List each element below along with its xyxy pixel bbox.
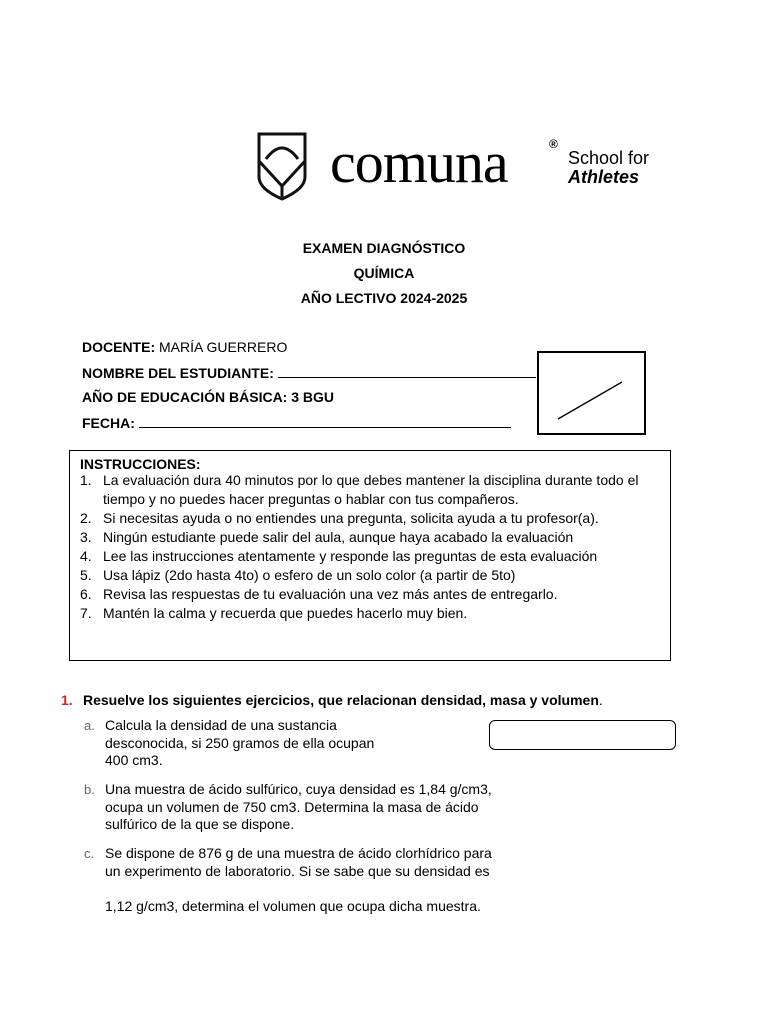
logo-subtitle-line1: School for [568,148,650,168]
student-name-line [82,363,536,382]
subquestion-c-line1: Se dispone de 876 g de una muestra de ácido clorhídrico para [105,845,492,861]
subquestion-b-line3: sulfúrico de la que se dispone. [105,816,295,832]
subquestion-a-line2: desconocida, si 250 gramos de ella ocupan [105,734,375,751]
logo-wordmark: comuna [330,130,508,195]
instruction-number: 2. [80,510,92,526]
instruction-text: Si necesitas ayuda o no entiendes una pregunta, solicita ayuda a tu profesor(a). [103,510,599,526]
subquestion-b-text [105,781,492,834]
exam-school-year: AÑO LECTIVO 2024-2025 [300,290,468,306]
instruction-number: 5. [80,567,92,583]
instruction-number: 6. [80,586,92,602]
student-name-field[interactable] [278,363,536,378]
instruction-item [80,566,663,585]
instruction-text: La evaluación dura 40 minutos por lo que debes mantener la disciplina durante todo el tiempo y no puedes hacer preguntas o hablar con tus compañeros. [103,472,639,507]
subquestion-c-text [105,845,492,916]
grade-label: AÑO DE EDUCACIÓN BÁSICA: 3 BGU [82,389,335,405]
grade-line [82,388,334,406]
date-field[interactable] [139,413,511,428]
date-line [82,413,511,432]
question-number: 1. [61,692,73,708]
date-label: FECHA: [82,415,135,431]
question-prompt-period: . [598,692,603,708]
question-prompt [83,691,603,709]
instruction-number: 7. [80,605,92,621]
subquestion-c-line2: un experimento de laboratorio. Si se sabe que su densidad es [105,862,490,879]
logo-subtitle-line2: Athletes [568,167,640,187]
instruction-number: 4. [80,548,92,564]
subquestion-a-line3: 400 cm3. [105,752,163,768]
instruction-text: Revisa las respuestas de tu evaluación una vez más antes de entregarlo. [103,586,558,602]
instruction-number: 1. [80,472,92,488]
teacher-name: MARÍA GUERRERO [159,339,288,355]
subquestion-a-letter: a. [84,718,95,733]
subquestion-b-line1: Una muestra de ácido sulfúrico, cuya densidad es 1,84 g/cm3, [105,781,492,797]
instruction-item [80,585,663,604]
subquestion-c-letter: c. [84,846,95,861]
instruction-item [80,547,663,566]
subquestion-b-line2: ocupa un volumen de 750 cm3. Determina la masa de ácido [105,798,479,815]
instructions-title: INSTRUCCIONES: [80,456,201,472]
subquestion-a-line1: Calcula la densidad de una sustancia [105,717,337,733]
answer-box[interactable] [489,720,676,750]
instructions-list [80,471,663,623]
instruction-number: 3. [80,529,92,545]
instruction-text: Usa lápiz (2do hasta 4to) o esfero de un solo color (a partir de 5to) [103,567,516,583]
instruction-item [80,528,663,547]
teacher-label: DOCENTE: [82,339,156,355]
subquestion-b-letter: b. [84,782,95,797]
diagonal-line-mark [556,380,624,422]
student-name-label: NOMBRE DEL ESTUDIANTE: [82,365,274,381]
exam-title: EXAMEN DIAGNÓSTICO [302,240,466,256]
logo-registered-mark: ® [549,137,558,151]
teacher-line [82,338,287,356]
subquestion-c-line3: 1,12 g/cm3, determina el volumen que ocupa dicha muestra. [105,898,481,914]
instruction-text: Ningún estudiante puede salir del aula, aunque haya acabado la evaluación [103,529,574,545]
question-prompt-text: Resuelve los siguientes ejercicios, que relacionan densidad, masa y volumen [83,692,599,708]
exam-subject: QUÍMICA [353,265,415,281]
instruction-item [80,604,663,623]
instruction-item [80,509,663,528]
instruction-text: Lee las instrucciones atentamente y responde las preguntas de esta evaluación [103,548,598,564]
subquestion-a-text [105,717,374,770]
instruction-item [80,471,663,509]
comuna-shield-logo-icon [256,131,308,201]
instruction-text: Mantén la calma y recuerda que puedes hacerlo muy bien. [103,605,468,621]
